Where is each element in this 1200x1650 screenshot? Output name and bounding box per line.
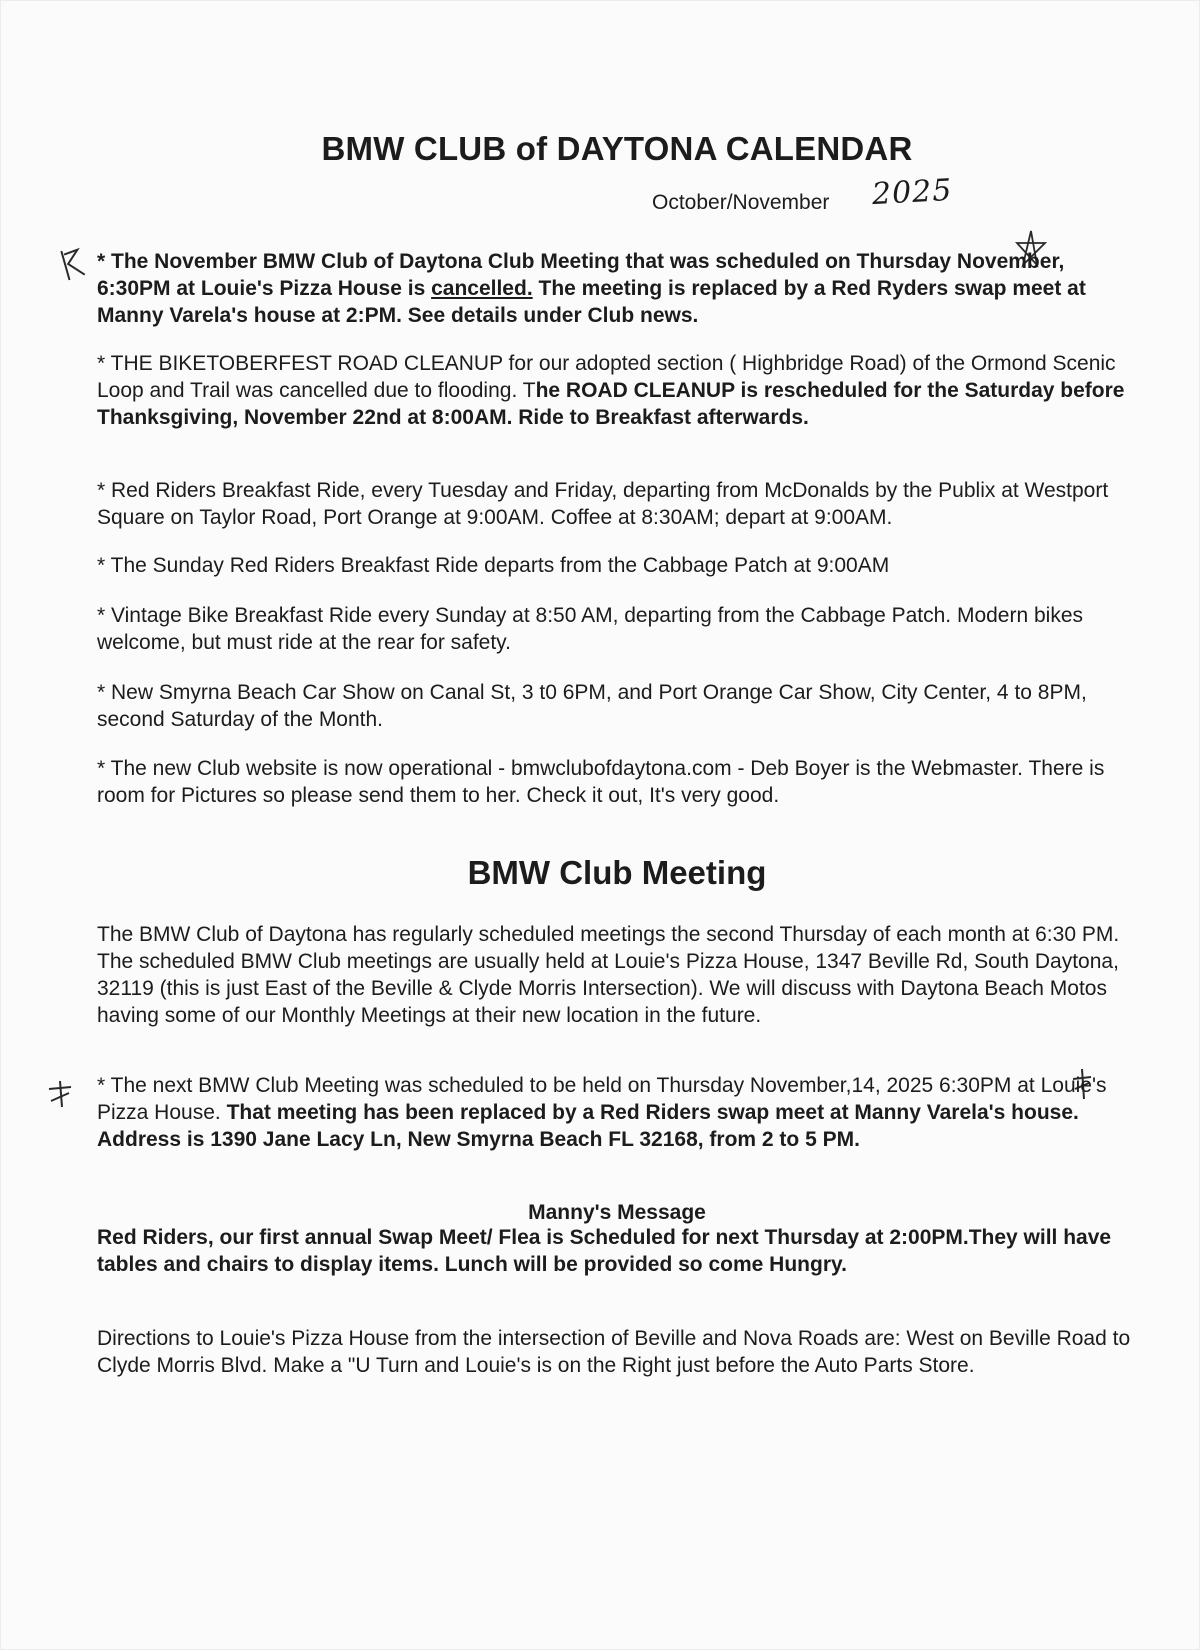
cancelled-word: cancelled. (431, 277, 533, 300)
calendar-item-vintage-ride: * Vintage Bike Breakfast Ride every Sunday at 8:50 AM, departing from the Cabbage Patch. Modern bikes welcome, but must ride at the rear for safety. (97, 604, 1084, 654)
meeting-next-text: * The next BMW Club Meeting was scheduled to be held on Thursday November,14, 2025 6:30PM at Louie's Pizza House. (97, 1074, 1107, 1124)
mannys-message-body: Red Riders, our first annual Swap Meet/ Flea is Scheduled for next Thursday at 2:00PM.They will have tables and chairs to display items. Lunch will be provided so come Hungry. (97, 1226, 1112, 1276)
handwritten-year: 2025 (871, 172, 954, 213)
meeting-section-title: BMW Club Meeting (467, 854, 767, 891)
calendar-item-meeting-cancelled (97, 248, 1137, 329)
handwritten-star-icon (45, 1079, 75, 1116)
calendar-item-text: * The November BMW Club of Daytona Club Meeting that was scheduled on Thursday November, 6:30PM at Louie's Pizza House is (97, 250, 1065, 300)
page-subtitle: October/November (652, 191, 830, 214)
calendar-item-breakfast-ride: * Red Riders Breakfast Ride, every Tuesday and Friday, departing from McDonalds by the Publix at Westport Square on Taylor Road, Port Orange at 9:00AM. Coffee at 8:30AM; depart at 9:00AM. (97, 479, 1109, 529)
calendar-item-website: * The new Club website is now operational - bmwclubofdaytona.com - Deb Boyer is the Webmaster. There is room for Pictures so please send them to her. Check it out, It's very good. (97, 757, 1105, 807)
calendar-item-sunday-ride: * The Sunday Red Riders Breakfast Ride departs from the Cabbage Patch at 9:00AM (97, 554, 890, 577)
calendar-item-text-bold: he ROAD CLEANUP is rescheduled for the Saturday before Thanksgiving, November 22nd at 8:00AM. Ride to Breakfast afterwards. (97, 379, 1125, 429)
meeting-description: The BMW Club of Daytona has regularly scheduled meetings the second Thursday of each month at 6:30 PM. The scheduled BMW Club meetings are usually held at Louie's Pizza House, 1347 Beville Rd, South Daytona, 32119 (this is just East of the Beville & Clyde Morris Intersection). We will discuss with Daytona Beach Motos having some of our Monthly Meetings at their new location in the future. (97, 923, 1120, 1027)
directions-text: Directions to Louie's Pizza House from the intersection of Beville and Nova Roads are: West on Beville Road to Clyde Morris Blvd. Make a "U Turn and Louie's is on the Right just before the Auto Parts Store. (97, 1327, 1131, 1377)
calendar-item-road-cleanup (97, 350, 1137, 431)
meeting-next-notice (97, 1072, 1137, 1153)
meeting-next-text-bold: That meeting has been replaced by a Red Riders swap meet at Manny Varela's house. Address is 1390 Jane Lacy Ln, New Smyrna Beach FL 32168, from 2 to 5 PM. (97, 1101, 1079, 1151)
calendar-item-text: The meeting is replaced by a Red Ryders swap meet at Manny Varela's house at 2:PM. See details under Club news. (97, 277, 1086, 327)
calendar-item-text: * THE BIKETOBERFEST ROAD CLEANUP for our adopted section ( Highbridge Road) of the Ormond Scenic Loop and Trail was cancelled due to flooding. T (97, 352, 1116, 402)
handwritten-check-mark-icon (55, 245, 91, 291)
mannys-message-heading: Manny's Message (528, 1201, 706, 1224)
page-title: BMW CLUB of DAYTONA CALENDAR (321, 130, 913, 167)
calendar-item-car-show: * New Smyrna Beach Car Show on Canal St, 3 t0 6PM, and Port Orange Car Show, City Center, 4 to 8PM, second Saturday of the Month. (97, 681, 1087, 731)
